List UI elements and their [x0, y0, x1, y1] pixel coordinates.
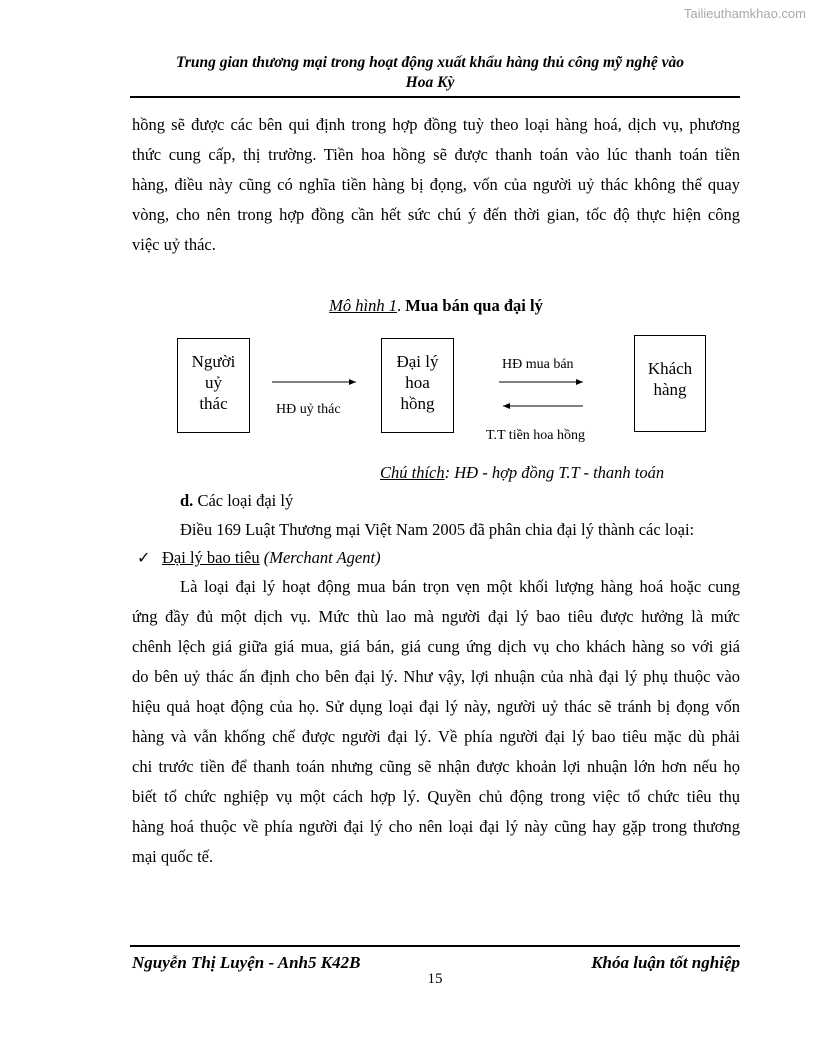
- box-principal-line: thác: [199, 394, 228, 413]
- footer-author: Nguyễn Thị Luyện - Anh5 K42B: [132, 953, 361, 972]
- text-line: việc uỷ thác.: [132, 235, 216, 254]
- text-line: thức cung cấp, thị trường. Tiền hoa hồng sẽ được thanh toán vào lúc thanh toán tiền: [132, 145, 740, 164]
- box-principal-line: Người: [191, 352, 236, 371]
- watermark: Tailieuthamkhao.com: [683, 6, 806, 21]
- section-letter: d.: [180, 491, 194, 510]
- footer-rule: [130, 945, 740, 947]
- text-line: hàng hoá thuộc về phía người đại lý cho nên loại đại lý này cũng hay gặp trong thương: [132, 817, 740, 836]
- section-title: Các loại đại lý: [193, 491, 294, 510]
- item-name: Đại lý bao tiêu: [162, 548, 260, 567]
- figure-separator: .: [397, 296, 402, 315]
- arrow-label-commission-payment: T.T tiền hoa hồng: [486, 428, 586, 443]
- check-icon: ✓: [137, 550, 151, 567]
- box-customer-line: hàng: [653, 380, 687, 399]
- text-line: do bên uỷ thác ấn định cho bên đại lý. Như vậy, lợi nhuận của nhà đại lý phụ thuộc vào: [132, 667, 740, 686]
- box-customer-line: Khách: [647, 359, 693, 378]
- text-line: Là loại đại lý hoạt động mua bán trọn vẹn một khối lượng hàng hoá hoặc cung: [180, 577, 740, 596]
- text-line: hồng sẽ được các bên qui định trong hợp đồng tuỳ theo loại hàng hoá, dịch vụ, phương: [132, 115, 740, 134]
- text-line: chênh lệch giá giữa giá mua, giá bán, giá cung ứng dịch vụ cho khách hàng so với giá: [132, 637, 740, 656]
- item-heading: [162, 548, 381, 568]
- box-agent-line: hoa: [405, 373, 430, 392]
- item-english: (Merchant Agent): [259, 548, 381, 567]
- text-line: hàng, điều này cũng có nghĩa tiền hàng bị đọng, vốn của người uỷ thác không thể quay: [132, 175, 740, 194]
- text-line: chi trước tiền để thanh toán nhưng cũng sẽ nhận được khoản lợi nhuận lớn hơn nếu họ: [132, 757, 740, 776]
- box-agent-line: Đại lý: [396, 352, 439, 371]
- text-line: biết tổ chức nghiệp vụ một cách hợp lý. Quyền chủ động trong việc tổ chức tiêu thụ: [132, 787, 740, 806]
- arrow-label-trust-contract: HĐ uỷ thác: [276, 402, 341, 417]
- section-heading: [180, 491, 293, 511]
- text-line: mại quốc tế.: [132, 847, 214, 866]
- figure-label: Mô hình 1: [329, 296, 398, 315]
- page-number: 15: [427, 971, 443, 987]
- footer-doc-type: Khóa luận tốt nghiệp: [591, 953, 740, 972]
- figure-caption: [380, 463, 664, 483]
- text-line: ứng đầy đủ một dịch vụ. Mức thù lao mà người đại lý bao tiêu được hưởng là mức: [132, 607, 740, 626]
- body-paragraph: [132, 572, 740, 872]
- box-principal-line: uỷ: [205, 373, 222, 392]
- caption-text: : HĐ - hợp đồng T.T - thanh toán: [444, 463, 665, 482]
- box-agent-line: hồng: [400, 394, 435, 413]
- header-title-line1: Trung gian thương mại trong hoạt động xuất khẩu hàng thủ công mỹ nghệ vào: [175, 54, 684, 71]
- text-line: vòng, cho nên trong hợp đồng cần hết sức chú ý đến thời gian, tốc độ thực hiện công: [132, 205, 740, 224]
- caption-label: Chú thích: [380, 463, 445, 482]
- arrow-label-sales-contract: HĐ mua bán: [502, 357, 574, 372]
- section-intro: Điều 169 Luật Thương mại Việt Nam 2005 đã phân chia đại lý thành các loại:: [180, 520, 695, 539]
- text-line: hàng và vẫn khống chế được người đại lý. Về phía người đại lý bao tiêu mặc dù phải: [132, 727, 740, 746]
- text-line: hiệu quả hoạt động của họ. Sử dụng loại đại lý này, người uỷ thác sẽ tránh bị đọng vốn: [132, 697, 740, 716]
- figure-name: Mua bán qua đại lý: [405, 296, 543, 315]
- header-title-line2: Hoa Kỳ: [405, 74, 455, 91]
